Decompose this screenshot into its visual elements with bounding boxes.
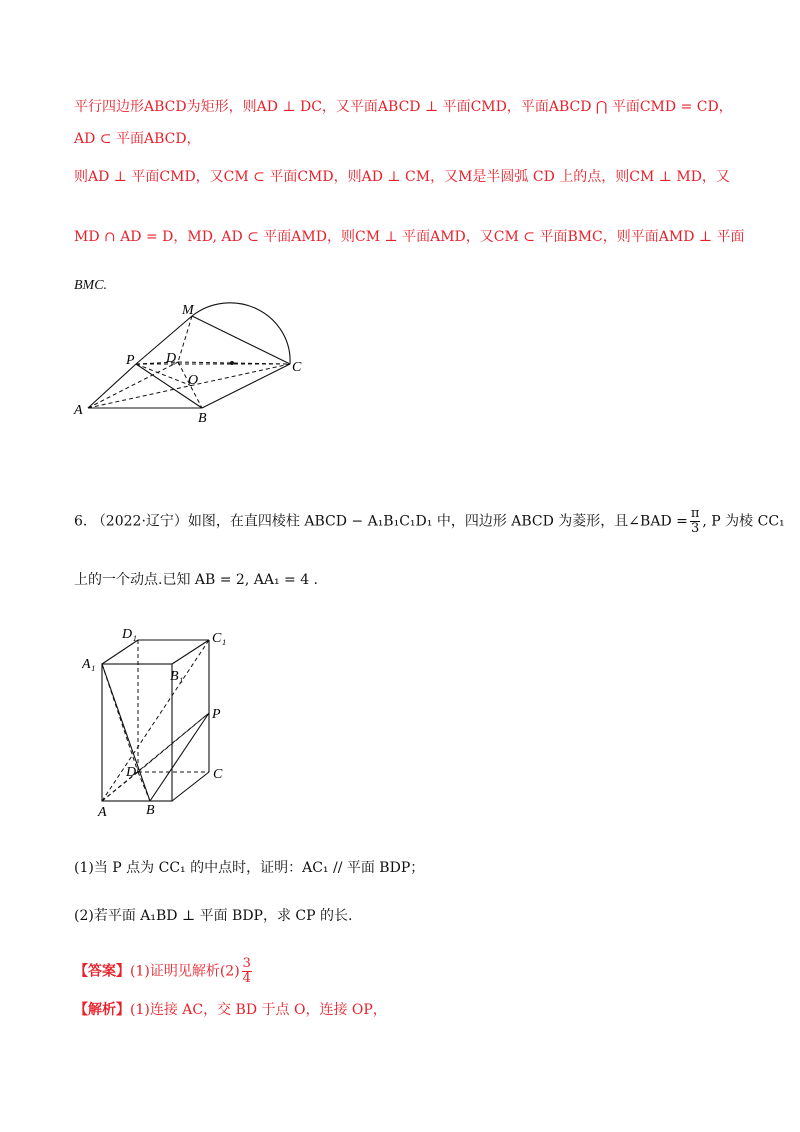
fig2-label-C: C <box>213 767 223 782</box>
proof-line-1: 平行四边形ABCD为矩形，则AD ⊥ DC，又平面ABCD ⊥ 平面CMD，平面ABCD ⋂ 平面CMD = CD， <box>74 99 733 115</box>
answer-frac-den: 4 <box>242 971 251 986</box>
answer-frac-num: 3 <box>242 956 251 971</box>
fig1-label-C: C <box>292 360 302 375</box>
proof-line-2: AD ⊂ 平面ABCD， <box>74 131 201 147</box>
answer-line <box>74 957 254 986</box>
proof-line-4: MD ∩ AD = D，MD, AD ⊂ 平面AMD，则CM ⊥ 平面AMD，又CM ⊂ 平面BMC，则平面AMD ⊥ 平面 <box>74 229 745 245</box>
answer-tag: 【答案】 <box>74 963 130 980</box>
angle-frac-den: 3 <box>690 521 700 536</box>
fig2-label-A: A <box>98 805 107 820</box>
proof-line-5-text: BMC. <box>74 278 108 293</box>
answer-fraction <box>242 957 252 986</box>
problem-6-line-2: 上的一个动点.已知 AB = 2, AA₁ = 4 . <box>74 572 319 588</box>
fig2-label-P: P <box>212 707 221 722</box>
fig1-label-P: P <box>126 353 135 368</box>
problem-text-b: , P 为棱 CC₁ <box>702 513 785 530</box>
fig2-label-C1: C₁ <box>212 631 227 646</box>
answer-text: (1)证明见解析(2) <box>130 963 240 980</box>
fig1-label-D: D <box>166 351 177 366</box>
analysis-text: (1)连接 AC，交 BD 于点 O，连接 OP， <box>130 1002 387 1018</box>
fig1-label-B: B <box>198 411 207 426</box>
fig2-label-B: B <box>146 803 155 818</box>
analysis-line <box>74 1000 387 1020</box>
fig2-label-D1: D₁ <box>122 627 137 642</box>
problem-text-a: 如图，在直四棱柱 ABCD − A₁B₁C₁D₁ 中，四边形 ABCD 为菱形，且∠BAD = <box>187 513 688 530</box>
fig1-label-M: M <box>182 303 194 318</box>
problem-6-line-1 <box>74 507 785 536</box>
angle-fraction <box>690 507 701 536</box>
question-2: (2)若平面 A₁BD ⊥ 平面 BDP，求 CP 的长. <box>74 908 353 924</box>
analysis-tag: 【解析】 <box>74 1002 130 1018</box>
problem-source: （2022·辽宁） <box>91 513 188 530</box>
figure-semicircle-solid <box>70 296 330 436</box>
angle-frac-num: π <box>690 506 700 521</box>
fig2-label-D: D <box>126 765 137 780</box>
proof-line-5 <box>74 275 107 296</box>
problem-number: 6. <box>74 513 88 530</box>
proof-line-3: 则AD ⊥ 平面CMD，又CM ⊂ 平面CMD，则AD ⊥ CM，又M是半圆弧 CD 上的点，则CM ⊥ MD，又 <box>74 169 730 185</box>
fig1-label-O: O <box>188 373 199 388</box>
question-1: (1)当 P 点为 CC₁ 的中点时，证明：AC₁ // 平面 BDP； <box>74 860 425 876</box>
fig2-label-A1: A₁ <box>82 657 96 672</box>
fig1-label-A: A <box>74 403 83 418</box>
fig2-label-B1: B₁ <box>170 669 184 684</box>
figure-prism <box>82 626 242 826</box>
